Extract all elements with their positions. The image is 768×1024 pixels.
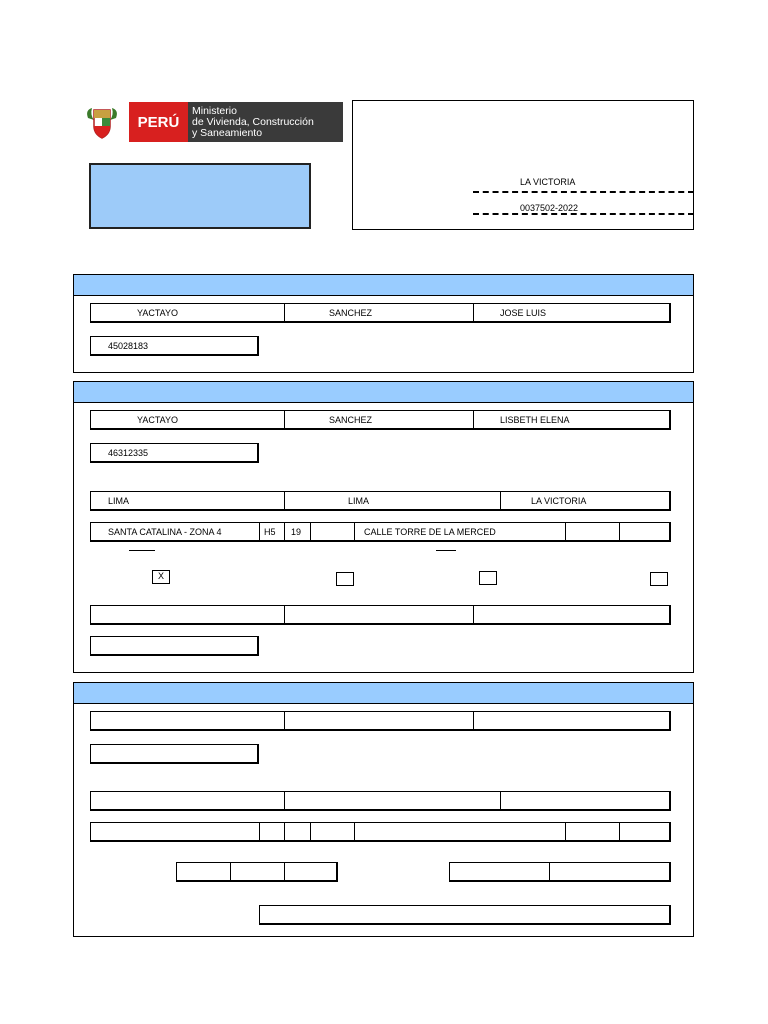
address-row <box>90 822 671 842</box>
ministry-line-3: y Saneamiento <box>192 127 263 139</box>
file-number-line <box>473 213 694 215</box>
surname-1-field[interactable]: YACTAYO <box>91 304 285 321</box>
file-number-value: 0037502-2022 <box>520 203 579 213</box>
section-header <box>74 683 693 704</box>
names-row <box>90 303 671 323</box>
email-field[interactable] <box>550 863 669 880</box>
floor-field[interactable] <box>620 523 669 540</box>
section-header <box>74 382 693 403</box>
section-applicant <box>73 274 694 373</box>
lot-field[interactable] <box>285 823 311 840</box>
department-field[interactable]: LIMA <box>91 492 285 509</box>
dni-row <box>90 443 259 463</box>
blank-field[interactable] <box>285 606 474 623</box>
ministry-logo <box>188 102 343 142</box>
street-field[interactable]: CALLE TORRE DE LA MERCED <box>355 523 566 540</box>
province-field[interactable] <box>285 792 501 809</box>
province-field[interactable]: LIMA <box>285 492 501 509</box>
surname-2-field[interactable]: SANCHEZ <box>285 411 474 428</box>
section-other <box>73 682 694 937</box>
notes-row <box>259 905 671 925</box>
given-names-field[interactable]: JOSE LUIS <box>500 308 547 318</box>
phone-row <box>449 862 671 882</box>
interior-field[interactable] <box>311 523 355 540</box>
district-line <box>473 191 694 193</box>
surname-1-field[interactable]: YACTAYO <box>91 411 285 428</box>
number-field[interactable] <box>566 523 620 540</box>
date-month-field[interactable] <box>231 863 285 880</box>
lot-field[interactable]: 19 <box>285 523 311 540</box>
option-checkbox-4[interactable] <box>650 572 668 586</box>
surname-2-field[interactable]: SANCHEZ <box>285 304 474 321</box>
notes-field[interactable] <box>260 906 669 923</box>
dni-row <box>90 336 259 356</box>
dni-field[interactable]: 46312335 <box>108 448 149 458</box>
underline-mark <box>436 550 456 551</box>
underline-mark <box>129 550 155 551</box>
block-field[interactable] <box>260 823 285 840</box>
given-names-field[interactable]: LISBETH ELENA <box>500 415 570 425</box>
dni-field[interactable]: 45028183 <box>108 341 149 351</box>
extra-row <box>90 636 259 656</box>
block-field[interactable]: H5 <box>260 523 285 540</box>
dni-field[interactable] <box>91 745 257 762</box>
number-field[interactable] <box>566 823 620 840</box>
names-row <box>90 410 671 430</box>
urbanization-field[interactable] <box>91 823 260 840</box>
date-day-field[interactable] <box>177 863 231 880</box>
location-row <box>90 791 671 811</box>
country-name: PERÚ <box>137 113 180 131</box>
surname-2-field[interactable] <box>285 712 474 729</box>
date-row <box>176 862 338 882</box>
ministry-line-2: de Vivienda, Construcción <box>192 116 314 128</box>
district-value: LA VICTORIA <box>520 177 576 187</box>
ministry-line-1: Ministerio <box>192 105 237 117</box>
district-field[interactable]: LA VICTORIA <box>531 496 587 506</box>
option-checkbox-3[interactable] <box>479 571 497 585</box>
given-names-field[interactable] <box>474 712 669 729</box>
dni-row <box>90 744 259 764</box>
location-row <box>90 491 671 511</box>
street-field[interactable] <box>355 823 566 840</box>
section-header <box>74 275 693 296</box>
extra-row <box>90 605 671 625</box>
blank-field[interactable] <box>91 606 285 623</box>
stamp-area <box>89 163 311 229</box>
department-field[interactable] <box>91 792 285 809</box>
option-checkbox-1[interactable]: X <box>152 570 170 584</box>
blank-field[interactable] <box>474 606 669 623</box>
date-year-field[interactable] <box>285 863 336 880</box>
option-checkbox-2[interactable] <box>336 572 354 586</box>
urbanization-field[interactable]: SANTA CATALINA - ZONA 4 <box>91 523 260 540</box>
reference-box <box>352 100 694 230</box>
phone-field[interactable] <box>450 863 550 880</box>
address-row <box>90 522 671 542</box>
coat-of-arms-icon <box>84 106 120 140</box>
district-field[interactable] <box>501 792 669 809</box>
blank-field[interactable] <box>91 637 257 654</box>
surname-1-field[interactable] <box>91 712 285 729</box>
peru-logo <box>129 102 188 142</box>
names-row <box>90 711 671 731</box>
section-spouse <box>73 381 694 673</box>
interior-field[interactable] <box>311 823 355 840</box>
floor-field[interactable] <box>620 823 669 840</box>
